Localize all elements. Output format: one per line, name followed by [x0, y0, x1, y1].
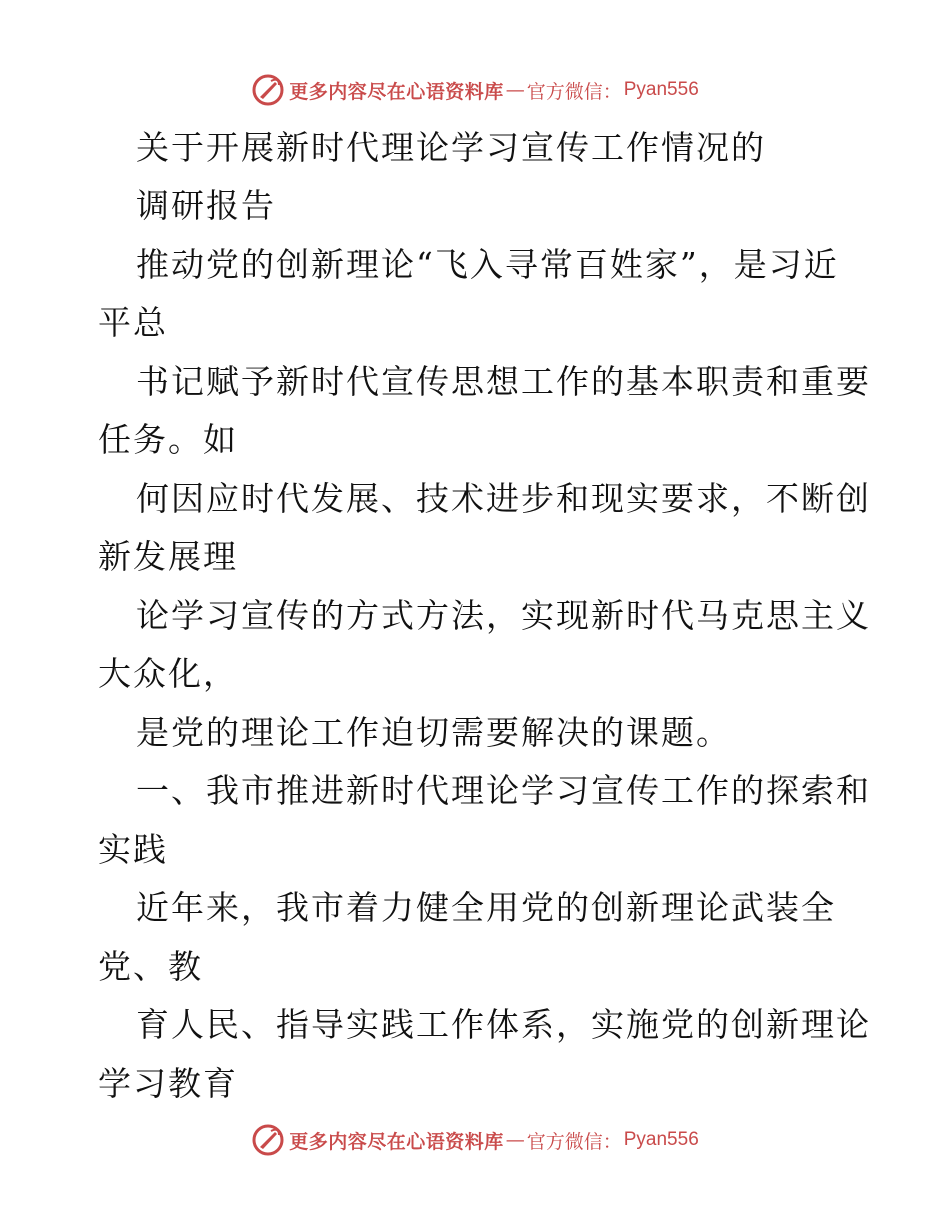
section-heading-line: 一、我市推进新时代理论学习宣传工作的探索和	[136, 771, 871, 810]
banner-wechat-id: Pyan556	[623, 1129, 699, 1150]
paragraph-line: 育人民、指导实践工作体系，实施党的创新理论	[136, 1005, 871, 1044]
paragraph-line: 近年来，我市着力健全用党的创新理论武装全	[136, 888, 836, 927]
paragraph-line: 推动党的创新理论“飞入寻常百姓家”，是习近	[136, 245, 839, 284]
paragraph-line: 任务。如	[98, 420, 238, 459]
banner-wechat-label: 官方微信：	[526, 80, 622, 103]
paragraph-line: 党、教	[98, 947, 203, 986]
paragraph-line: 书记赋予新时代宣传思想工作的基本职责和重要	[136, 362, 871, 401]
paragraph-line: 平总	[98, 303, 168, 342]
paragraph-line: 何因应时代发展、技术进步和现实要求，不断创	[136, 479, 871, 518]
quill-logo-icon	[251, 1123, 285, 1157]
banner-wechat-id: Pyan556	[623, 79, 699, 100]
banner-main-text: 更多内容尽在心语资料库	[289, 80, 504, 103]
paragraph-line: 学习教育	[98, 1064, 238, 1103]
paragraph-line: 大众化，	[98, 654, 238, 693]
paragraph-line: 新发展理	[98, 537, 238, 576]
paragraph-line: 论学习宣传的方式方法，实现新时代马克思主义	[136, 596, 871, 635]
banner-separator: —	[505, 1129, 525, 1151]
banner-wechat-label: 官方微信：	[526, 1130, 622, 1153]
banner-main-text: 更多内容尽在心语资料库	[289, 1130, 504, 1153]
footer-banner	[0, 1120, 950, 1160]
paragraph-line: 是党的理论工作迫切需要解决的课题。	[136, 713, 731, 752]
doc-title-line-1: 关于开展新时代理论学习宣传工作情况的	[136, 128, 766, 167]
section-heading-line: 实践	[98, 830, 168, 869]
doc-title-line-2: 调研报告	[136, 186, 276, 225]
banner-separator: —	[505, 79, 525, 101]
